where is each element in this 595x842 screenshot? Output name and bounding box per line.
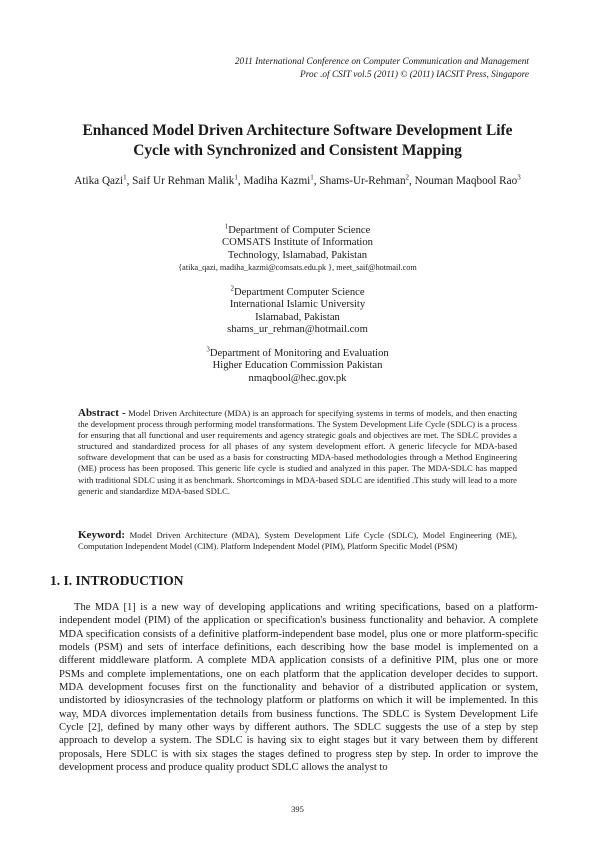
affiliation-department: Department of Monitoring and Evaluation	[209, 348, 389, 359]
author	[74, 175, 132, 187]
author-separator: ,	[126, 175, 133, 187]
affiliation-mark: 2	[230, 284, 234, 293]
keywords-label: Keyword:	[78, 529, 126, 541]
affiliation-location: Technology, Islamabad, Pakistan	[227, 249, 368, 261]
author	[415, 175, 521, 187]
author-name: Saif Ur Rehman Malik	[132, 175, 235, 187]
body-paragraph: The MDA [1] is a new way of developing applications and writing specifications, based on a platform-independent model (PIM) of the application or specification's business functionality and behavior. A complete MDA specification consists of a definitive platform-independent base model, plus one or more platform-specific models (PSM) and sets of interface definitions, each describing how the base model is implemented on a different middleware platform. A complete MDA application consists of a definitive PIM, plus one or more PSMs and complete implementations, one on each platform that the application developer decides to support. MDA development focuses first on the functionality and behavior of a distributed application or system, undistorted by idiosyncrasies of the technology platform or platforms on which it will be implemented. In this way, MDA divorces implementation details from business functions. The SDLC is System Development Life Cycle [2], defined by many other ways by different authors. The SDLC suggests the use of a step by step approach to develop a system. The SDLC is having six to eight stages but it vary between them by different proposals, Here SDLC is with six stages the stages defined to progress step by step. In order to improve the development process and produce quality product SDLC allows the analyst to	[59, 602, 538, 774]
author-separator: ,	[313, 175, 320, 187]
author-affiliation-mark: 3	[517, 173, 521, 182]
author-affiliation-mark: 1	[123, 173, 127, 182]
proceedings-info: Proc .of CSIT vol.5 (2011) © (2011) IACSIT Press, Singapore	[300, 69, 529, 80]
affiliation-2	[60, 284, 535, 337]
affiliation-institution: Higher Education Commission Pakistan	[212, 360, 383, 372]
author-affiliation-mark: 1	[234, 173, 238, 182]
keywords	[78, 530, 517, 552]
affiliation-email: nmaqbool@hec.gov.pk	[248, 372, 347, 384]
author-list	[66, 172, 529, 190]
page-number: 395	[291, 804, 304, 814]
author-name: Madiha Kazmi	[243, 175, 311, 187]
author-name: Shams-Ur-Rehman	[319, 175, 406, 187]
author-affiliation-mark: 1	[310, 173, 314, 182]
author	[132, 175, 243, 187]
author	[319, 175, 414, 187]
author-separator: ,	[237, 175, 244, 187]
affiliation-mark: 3	[206, 345, 210, 354]
paper-title-line-1: Enhanced Model Driven Architecture Software Development Life	[82, 122, 513, 139]
abstract-label: Abstract -	[78, 407, 126, 419]
conference-name: 2011 International Conference on Computer Communication and Management	[234, 57, 529, 67]
paper-title	[40, 121, 555, 160]
author-separator: ,	[409, 175, 415, 187]
affiliation-email: {atika_qazi, madiha_kazmi@comsats.edu.pk }, meet_saif@hotmail.com	[178, 263, 417, 273]
affiliation-email: shams_ur_rehman@hotmail.com	[227, 324, 368, 336]
paper-title-line-2: Cycle with Synchronized and Consistent Mapping	[133, 141, 462, 159]
abstract-text: Model Driven Architecture (MDA) is an approach for specifying systems in terms of models, and then enacting the development process through performing model transformations. The System Development Life Cycle (SDLC) is a process for ensuring that all functional and user requirements and agency strategic goals and objectives are met. The SDLC provides a structured and standardized process for all phases of any system development effort. A generic lifecycle for MDA-based software development that can be used as a basis for constructing MDA-based methodologies through a Method Engineering (ME) process has been proposed. This generic life cycle is studied and analyzed in this paper. The MDA-SDLC has mapped with traditional SDLC using it as benchmark. Shortcomings in MDA-based SDLC are identified .This study will lead to a more generic and standardize MDA-based SDLC.	[78, 408, 517, 496]
author	[244, 175, 320, 187]
author-name: Nouman Maqbool Rao	[414, 175, 518, 187]
section-heading: 1. I. INTRODUCTION	[50, 573, 184, 588]
author-affiliation-mark: 2	[405, 173, 410, 182]
abstract	[78, 408, 517, 497]
affiliation-department: Department of Computer Science	[228, 225, 371, 236]
affiliation-institution: International Islamic University	[229, 299, 366, 311]
affiliation-location: Islamabad, Pakistan	[255, 311, 340, 323]
affiliation-3	[60, 345, 535, 385]
author-name: Atika Qazi	[74, 175, 124, 187]
affiliation-department: Department Computer Science	[233, 287, 365, 298]
affiliation-1	[60, 222, 535, 275]
affiliation-mark: 1	[224, 222, 229, 231]
affiliation-institution: COMSATS Institute of Information	[222, 237, 373, 249]
keywords-text: Model Driven Architecture (MDA), System Development Life Cycle (SDLC), Model Engineering (ME), Computation Independent Model (CIM). Platform Independent Model (PIM), Platform Specific Model (PSM)	[78, 530, 518, 552]
conference-header	[235, 56, 529, 81]
